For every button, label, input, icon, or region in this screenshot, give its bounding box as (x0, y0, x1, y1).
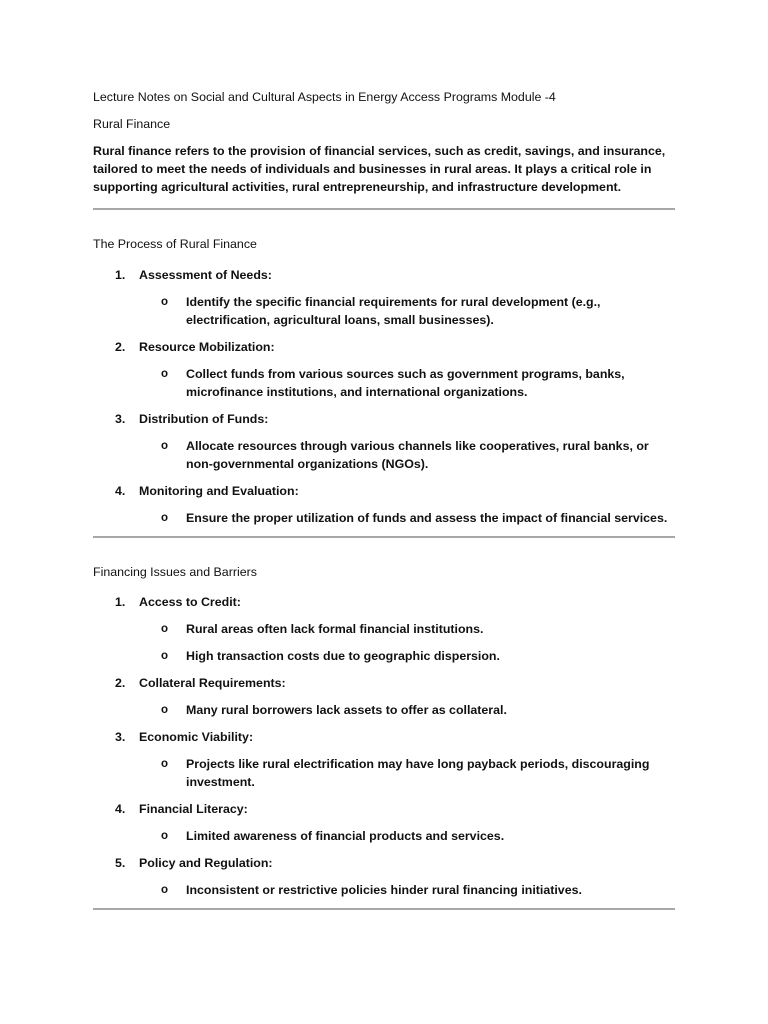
bullet-text: High transaction costs due to geographic dispersion. (186, 649, 500, 664)
list-item-number: 3. (115, 411, 126, 426)
bullet-list (93, 437, 675, 473)
bullet-text: Allocate resources through various channels like cooperatives, rural banks, or non-governmental organizations (NGOs). (186, 438, 649, 471)
list-item-label: Assessment of Needs: (139, 267, 272, 282)
section-divider (93, 536, 675, 538)
bullet-list (93, 293, 675, 329)
list-item (93, 854, 675, 899)
bullet-item (93, 437, 675, 473)
list-item-heading (93, 674, 675, 692)
bullet-item (93, 293, 675, 329)
bullet-list (93, 620, 675, 665)
section-divider (93, 208, 675, 210)
bullet-item (93, 509, 675, 527)
sections-container (93, 235, 675, 910)
bullet-list (93, 827, 675, 845)
bullet-icon: o (161, 830, 169, 843)
list-item (93, 410, 675, 473)
list-item-number: 5. (115, 856, 126, 871)
list-item-heading (93, 854, 675, 872)
list-item (93, 674, 675, 719)
list-item-heading (93, 338, 675, 356)
section-title: Financing Issues and Barriers (93, 564, 257, 579)
document-body (93, 88, 675, 910)
document-subtitle: Rural Finance (93, 117, 171, 131)
bullet-list (93, 365, 675, 401)
list-item-label: Resource Mobilization: (139, 339, 275, 354)
list-item-number: 4. (115, 483, 126, 498)
bullet-item (93, 755, 675, 791)
intro-paragraph: Rural finance refers to the provision of financial services, such as credit, savings, and insurance, tailored to meet the needs of individuals and businesses in rural areas. It plays a critical role in supporting agricultural activities, rural entrepreneurship, and infrastructure development. (93, 144, 666, 194)
bullet-text: Identify the specific financial requirements for rural development (e.g., electrification, agricultural loans, small businesses). (186, 294, 601, 327)
bullet-list (93, 509, 675, 527)
list-item-heading (93, 482, 675, 500)
bullet-icon: o (161, 758, 169, 771)
bullet-text: Rural areas often lack formal financial institutions. (186, 622, 484, 637)
bullet-icon: o (161, 295, 169, 308)
list-item-label: Financial Literacy: (139, 802, 248, 817)
bullet-item (93, 365, 675, 401)
section-divider (93, 908, 675, 910)
bullet-text: Collect funds from various sources such as government programs, banks, microfinance institutions, and international organizations. (186, 366, 625, 399)
bullet-item (93, 827, 675, 845)
list-item-heading (93, 266, 675, 284)
list-item (93, 482, 675, 527)
bullet-item (93, 647, 675, 665)
list-item-heading (93, 593, 675, 611)
list-item-label: Monitoring and Evaluation: (139, 483, 299, 498)
bullet-text: Projects like rural electrification may have long payback periods, discouraging investment. (186, 757, 650, 790)
list-item (93, 338, 675, 401)
list-item-label: Collateral Requirements: (139, 676, 286, 691)
bullet-list (93, 701, 675, 719)
list-item (93, 800, 675, 845)
numbered-list (93, 593, 675, 899)
list-item-number: 2. (115, 676, 126, 691)
list-item-label: Policy and Regulation: (139, 856, 273, 871)
bullet-list (93, 881, 675, 899)
bullet-text: Inconsistent or restrictive policies hinder rural financing initiatives. (186, 883, 582, 898)
list-item-number: 3. (115, 730, 126, 745)
list-item-heading (93, 728, 675, 746)
list-item (93, 593, 675, 665)
bullet-item (93, 701, 675, 719)
list-item (93, 266, 675, 329)
bullet-list (93, 755, 675, 791)
list-item-number: 1. (115, 267, 126, 282)
bullet-icon: o (161, 439, 169, 452)
list-item-label: Economic Viability: (139, 730, 254, 745)
document-title: Lecture Notes on Social and Cultural Aspects in Energy Access Programs Module -4 (93, 90, 556, 104)
bullet-icon: o (161, 650, 169, 663)
list-item-label: Distribution of Funds: (139, 411, 269, 426)
list-item-number: 2. (115, 339, 126, 354)
list-item-label: Access to Credit: (139, 595, 241, 610)
list-item-heading (93, 410, 675, 428)
bullet-item (93, 881, 675, 899)
bullet-icon: o (161, 704, 169, 717)
bullet-icon: o (161, 884, 169, 897)
list-item (93, 728, 675, 791)
numbered-list (93, 266, 675, 527)
bullet-icon: o (161, 623, 169, 636)
list-item-number: 4. (115, 802, 126, 817)
section-title: The Process of Rural Finance (93, 237, 257, 252)
bullet-icon: o (161, 511, 169, 524)
bullet-icon: o (161, 367, 169, 380)
list-item-heading (93, 800, 675, 818)
list-item-number: 1. (115, 595, 126, 610)
bullet-text: Many rural borrowers lack assets to offer as collateral. (186, 703, 507, 718)
bullet-text: Limited awareness of financial products and services. (186, 829, 505, 844)
bullet-item (93, 620, 675, 638)
bullet-text: Ensure the proper utilization of funds and assess the impact of financial services. (186, 510, 668, 525)
